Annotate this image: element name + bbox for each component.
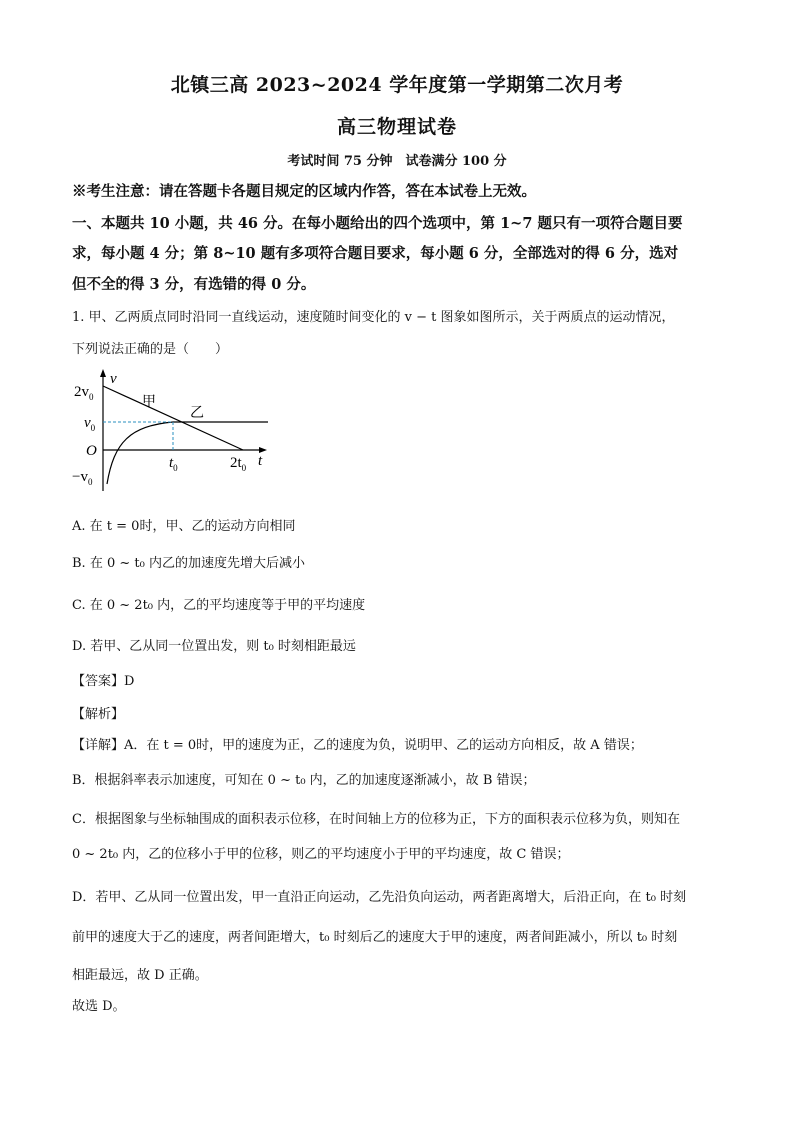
section-instructions-line3: 但不全的得 3 分，有选错的得 0 分。	[72, 276, 316, 293]
notice: ※考生注意：请在答题卡各题目规定的区域内作答，答在本试卷上无效。	[72, 183, 536, 200]
explanation-d-line1: D．若甲、乙从同一位置出发，甲一直沿正向运动，乙先沿负向运动，两者距离增大，后沿正向，在 t₀ 时刻	[72, 890, 687, 905]
exam-title: 北镇三高 2023~2024 学年度第一学期第二次月考	[170, 74, 624, 96]
axis-label-t: t	[258, 453, 263, 469]
explanation-b: B．根据斜率表示加速度，可知在 0 ~ t₀ 内，乙的加速度逐渐减小，故 B 错误；	[72, 773, 536, 788]
tick-2v0: $2v_0$	[74, 384, 94, 402]
label-yi: 乙	[190, 406, 204, 421]
option-a: A. 在 t = 0时，甲、乙的运动方向相同	[72, 519, 296, 534]
question-stem-line2: 下列说法正确的是（ ）	[72, 342, 229, 357]
tick-neg-v0: $-v_0$	[72, 469, 93, 487]
exam-info: 考试时间 75 分钟 试卷满分 100 分	[287, 154, 507, 169]
vt-graph	[70, 366, 280, 496]
origin-label: O	[86, 443, 97, 459]
section-instructions-line2: 求，每小题 4 分；第 8~10 题有多项符合题目要求，每小题 6 分，全部选对的得 6 分，选对	[72, 245, 679, 262]
curve-jia	[103, 386, 243, 450]
option-b: B. 在 0 ~ t₀ 内乙的加速度先增大后减小	[72, 556, 305, 571]
tick-2t0: $2t_0$	[230, 455, 247, 473]
label-jia: 甲	[142, 395, 156, 410]
option-c: C. 在 0 ~ 2t₀ 内，乙的平均速度等于甲的平均速度	[72, 598, 366, 613]
explanation-detail-a: 【详解】A．在 t = 0时，甲的速度为正，乙的速度为负，说明甲、乙的运动方向相反，故 A 错误；	[72, 738, 643, 753]
explanation-d-line3: 相距最远，故 D 正确。	[72, 968, 208, 983]
tick-t0: $t_0$	[169, 455, 178, 473]
conclusion: 故选 D。	[72, 999, 126, 1014]
exam-subtitle: 高三物理试卷	[336, 116, 457, 138]
tick-v0: $v_0$	[84, 415, 96, 433]
axis-label-v: v	[110, 371, 117, 387]
explanation-c-line1: C．根据图象与坐标轴围成的面积表示位移，在时间轴上方的位移为正，下方的面积表示位移为负，则知在	[72, 812, 680, 827]
question-stem-line1: 1. 甲、乙两质点同时沿同一直线运动，速度随时间变化的 v − t 图象如图所示，关于两质点的运动情况，	[72, 310, 675, 325]
explanation-c-line2: 0 ~ 2t₀ 内，乙的位移小于甲的位移，则乙的平均速度小于甲的平均速度，故 C 错误；	[72, 847, 570, 862]
answer: 【答案】D	[72, 674, 135, 689]
v-axis-arrow	[100, 369, 106, 377]
analysis-tag: 【解析】	[72, 707, 125, 722]
option-d: D. 若甲、乙从同一位置出发，则 t₀ 时刻相距最远	[72, 639, 356, 654]
explanation-d-line2: 前甲的速度大于乙的速度，两者间距增大，t₀ 时刻后乙的速度大于甲的速度，两者间距减小，所以 t₀ 时刻	[72, 930, 678, 945]
curve-yi	[107, 422, 173, 484]
section-instructions-line1: 一、本题共 10 小题，共 46 分。在每小题给出的四个选项中，第 1~7 题只有一项符合题目要	[72, 215, 683, 232]
